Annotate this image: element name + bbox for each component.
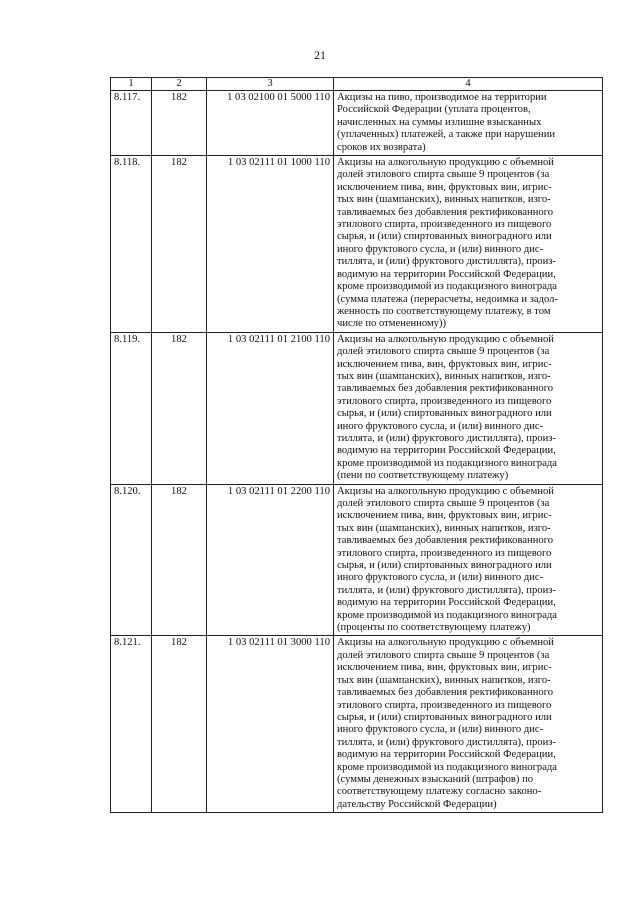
description-line: (суммы денежных взысканий (штрафов) по	[337, 773, 534, 785]
description-line: водимую на территории Российской Федерации,	[337, 597, 556, 609]
description-line: тиллята, и (или) фруктового дистиллята), произ-	[337, 432, 556, 444]
budget-code-cell: 1 03 02111 01 2100 110	[207, 332, 334, 484]
description-line: тых вин (шампанских), винных напитков, изго-	[337, 522, 551, 534]
budget-code-cell: 1 03 02111 01 2200 110	[207, 484, 334, 636]
description-line: числе по отмененному))	[337, 318, 447, 330]
admin-code-cell: 182	[152, 636, 207, 813]
description-line: долей этилового спирта свыше 9 процентов (за	[337, 649, 550, 661]
description-line: (проценты по соответствующему платежу)	[337, 622, 531, 634]
table-row	[111, 636, 603, 813]
budget-code-cell: 1 03 02100 01 5000 110	[207, 91, 334, 156]
description-line: сырья, и (или) спиртованных виноградного или	[337, 560, 552, 572]
description-line: (уплаченных) платежей, а также при нарушении	[337, 129, 556, 141]
description-line: исключением пива, вин, фруктовых вин, игрис-	[337, 662, 552, 674]
description-line: Акцизы на алкогольную продукцию с объемной	[337, 485, 554, 497]
description-line: дательству Российской Федерации)	[337, 798, 497, 810]
description-line: исключением пива, вин, фруктовых вин, игрис-	[337, 510, 552, 522]
admin-code-cell: 182	[152, 156, 207, 333]
description-line: кроме производимой из подакцизного винограда	[337, 281, 558, 293]
description-line: тиллята, и (или) фруктового дистиллята), произ-	[337, 584, 556, 596]
description-line: кроме производимой из подакцизного винограда	[337, 609, 558, 621]
description-line: этилового спирта, произведенного из пищевого	[337, 699, 552, 711]
row-number-cell: 8.118.	[111, 156, 152, 333]
description-line: долей этилового спирта свыше 9 процентов (за	[337, 169, 550, 181]
description-line: кроме производимой из подакцизного винограда	[337, 457, 558, 469]
description-line: исключением пива, вин, фруктовых вин, игрис-	[337, 181, 552, 193]
description-cell	[334, 484, 603, 636]
description-line: (пени по соответствующему платежу)	[337, 470, 509, 482]
description-line: (сумма платежа (перерасчеты, недоимка и задол-	[337, 293, 558, 305]
description-cell	[334, 636, 603, 813]
budget-code-cell: 1 03 02111 01 1000 110	[207, 156, 334, 333]
description-line: этилового спирта, произведенного из пищевого	[337, 395, 552, 407]
description-line: исключением пива, вин, фруктовых вин, игрис-	[337, 358, 552, 370]
description-line: соответствующему платежу согласно законо-	[337, 786, 542, 798]
description-line: Акцизы на алкогольную продукцию с объемной	[337, 637, 554, 649]
description-line: сырья, и (или) спиртованных виноградного или	[337, 231, 552, 243]
description-line: долей этилового спирта свыше 9 процентов (за	[337, 498, 550, 509]
row-number-cell: 8.119.	[111, 332, 152, 484]
description-line: иного фруктового сусла, и (или) винного дис-	[337, 724, 544, 736]
admin-code-cell: 182	[152, 91, 207, 156]
table-row	[111, 156, 603, 333]
column-header-description: 4	[334, 78, 603, 91]
description-line: тиллята, и (или) фруктового дистиллята), произ-	[337, 736, 556, 748]
table-row	[111, 91, 603, 156]
column-header-code: 3	[207, 78, 334, 91]
description-line: долей этилового спирта свыше 9 процентов (за	[337, 346, 550, 358]
row-number-cell: 8.117.	[111, 91, 152, 156]
description-line: иного фруктового сусла, и (или) винного дис-	[337, 572, 544, 584]
description-line: тавливаемых без добавления ректификованного	[337, 383, 554, 395]
description-line: Акцизы на пиво, производимое на территории	[337, 92, 547, 103]
table-row	[111, 332, 603, 484]
description-line: сырья, и (или) спиртованных виноградного или	[337, 711, 552, 723]
column-header-number: 1	[111, 78, 152, 91]
description-line: тавливаемых без добавления ректификованного	[337, 206, 554, 218]
description-line: тиллята, и (или) фруктового дистиллята), произ-	[337, 256, 556, 268]
table-row	[111, 484, 603, 636]
description-line: этилового спирта, произведенного из пищевого	[337, 219, 552, 231]
description-line: женность по соответствующему платежу, в том	[337, 305, 551, 317]
description-line: водимую на территории Российской Федерации,	[337, 445, 556, 457]
description-line: водимую на территории Российской Федерации,	[337, 749, 556, 761]
budget-code-cell: 1 03 02111 01 3000 110	[207, 636, 334, 813]
budget-codes-table	[110, 77, 603, 813]
row-number-cell: 8.121.	[111, 636, 152, 813]
description-line: сырья, и (или) спиртованных виноградного или	[337, 408, 552, 420]
description-line: иного фруктового сусла, и (или) винного дис-	[337, 243, 544, 255]
description-line: тавливаемых без добавления ректификованного	[337, 535, 554, 547]
description-line: тых вин (шампанских), винных напитков, изго-	[337, 194, 551, 206]
description-line: Акцизы на алкогольную продукцию с объемной	[337, 333, 554, 345]
description-line: сроков их возврата)	[337, 141, 426, 153]
column-header-admin: 2	[152, 78, 207, 91]
description-line: тых вин (шампанских), винных напитков, изго-	[337, 370, 551, 382]
description-line: кроме производимой из подакцизного винограда	[337, 761, 558, 773]
description-line: Акцизы на алкогольную продукцию с объемной	[337, 157, 554, 169]
description-line: начисленных на суммы излишне взысканных	[337, 116, 542, 128]
description-line: тавливаемых без добавления ректификованного	[337, 687, 554, 699]
description-cell	[334, 156, 603, 333]
admin-code-cell: 182	[152, 332, 207, 484]
description-line: тых вин (шампанских), винных напитков, изго-	[337, 674, 551, 686]
description-line: Российской Федерации (уплата процентов,	[337, 104, 531, 116]
description-cell	[334, 91, 603, 156]
table-header-row	[111, 78, 603, 91]
description-line: этилового спирта, произведенного из пищевого	[337, 547, 552, 559]
description-line: иного фруктового сусла, и (или) винного дис-	[337, 420, 544, 432]
description-cell	[334, 332, 603, 484]
page-number: 21	[314, 48, 326, 62]
row-number-cell: 8.120.	[111, 484, 152, 636]
admin-code-cell: 182	[152, 484, 207, 636]
description-line: водимую на территории Российской Федерации,	[337, 268, 556, 280]
